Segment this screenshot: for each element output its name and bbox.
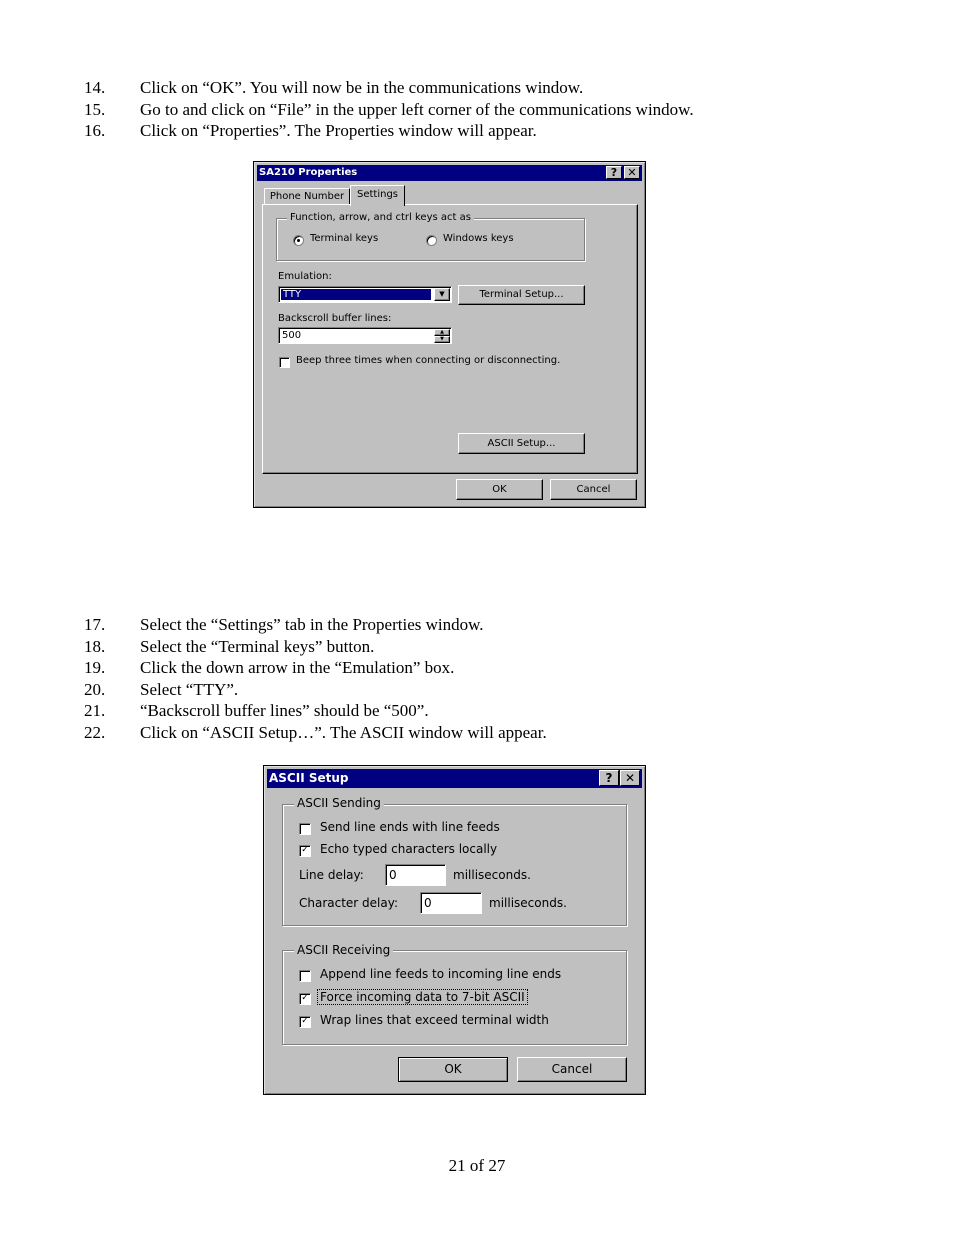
step-text: Click on “OK”. You will now be in the communications window. (140, 78, 584, 97)
tab-phone-number[interactable]: Phone Number (264, 188, 350, 204)
spin-down-icon[interactable]: ▼ (434, 336, 450, 343)
step-number: 15. (84, 100, 106, 119)
append-line-feeds-checkbox[interactable] (299, 970, 311, 982)
ascii-titlebar (267, 769, 642, 788)
page-number: 21 of 27 (448, 1156, 506, 1175)
line-delay-value: 0 (389, 868, 397, 882)
close-icon[interactable]: ✕ (620, 770, 640, 786)
terminal-setup-button[interactable]: Terminal Setup... (458, 285, 585, 305)
ascii-receiving-label: ASCII Receiving (294, 943, 393, 957)
send-line-ends-label: Send line ends with line feeds (320, 820, 500, 834)
step-text: Click the down arrow in the “Emulation” box. (140, 658, 455, 677)
beep-label: Beep three times when connecting or disconnecting. (296, 355, 561, 366)
step-text: Go to and click on “File” in the upper left corner of the communications window. (140, 100, 694, 119)
emulation-select[interactable] (278, 286, 452, 303)
step-number: 19. (84, 658, 106, 677)
help-icon[interactable]: ? (599, 770, 619, 786)
line-delay-input[interactable] (385, 864, 446, 886)
ok-button[interactable]: OK (398, 1057, 508, 1082)
line-delay-unit: milliseconds. (453, 868, 531, 882)
backscroll-label: Backscroll buffer lines: (278, 313, 392, 324)
char-delay-unit: milliseconds. (489, 896, 567, 910)
emulation-value: TTY (281, 289, 431, 300)
echo-typed-checkbox[interactable] (299, 845, 311, 857)
close-icon[interactable]: ✕ (624, 166, 640, 179)
keys-group-label: Function, arrow, and ctrl keys act as (287, 212, 474, 223)
ascii-title: ASCII Setup (269, 771, 349, 785)
backscroll-input[interactable] (278, 327, 452, 344)
send-line-ends-checkbox[interactable] (299, 823, 311, 835)
step-number: 22. (84, 723, 106, 742)
step-text: Select “TTY”. (140, 680, 239, 699)
step-text: Click on “ASCII Setup…”. The ASCII window will appear. (140, 723, 547, 742)
char-delay-label: Character delay: (299, 896, 399, 910)
check-icon: ✓ (301, 1016, 309, 1026)
step-text: “Backscroll buffer lines” should be “500”. (140, 701, 429, 720)
emulation-label: Emulation: (278, 271, 332, 282)
step-number: 14. (84, 78, 106, 97)
check-icon: ✓ (301, 845, 309, 855)
terminal-keys-label: Terminal keys (310, 233, 379, 244)
step-number: 16. (84, 121, 106, 140)
ok-button[interactable]: OK (456, 479, 543, 500)
force-7bit-checkbox[interactable] (299, 993, 311, 1005)
char-delay-value: 0 (424, 896, 432, 910)
append-line-feeds-label: Append line feeds to incoming line ends (320, 967, 562, 981)
windows-keys-radio[interactable] (426, 235, 437, 246)
cancel-button[interactable]: Cancel (550, 479, 637, 500)
ascii-sending-label: ASCII Sending (294, 796, 384, 810)
step-number: 21. (84, 701, 106, 720)
line-delay-label: Line delay: (299, 868, 364, 882)
spin-up-icon[interactable]: ▲ (434, 329, 450, 336)
wrap-lines-checkbox[interactable] (299, 1016, 311, 1028)
cancel-button[interactable]: Cancel (517, 1057, 627, 1082)
properties-title: SA210 Properties (259, 167, 358, 178)
beep-checkbox[interactable] (279, 357, 290, 368)
step-number: 20. (84, 680, 106, 699)
step-text: Select the “Settings” tab in the Properties window. (140, 615, 484, 634)
properties-dialog (253, 161, 646, 508)
help-icon[interactable]: ? (606, 166, 622, 179)
properties-titlebar (257, 165, 642, 181)
char-delay-input[interactable] (420, 892, 482, 914)
windows-keys-label: Windows keys (443, 233, 514, 244)
wrap-lines-label: Wrap lines that exceed terminal width (320, 1013, 549, 1027)
step-text: Click on “Properties”. The Properties window will appear. (140, 121, 537, 140)
step-number: 18. (84, 637, 106, 656)
check-icon: ✓ (301, 993, 309, 1003)
ascii-setup-button[interactable]: ASCII Setup... (458, 433, 585, 454)
tab-settings[interactable]: Settings (350, 185, 405, 206)
chevron-down-icon[interactable]: ▼ (434, 288, 450, 301)
backscroll-value: 500 (282, 330, 302, 341)
step-number: 17. (84, 615, 106, 634)
terminal-keys-radio[interactable] (293, 235, 304, 246)
echo-typed-label: Echo typed characters locally (320, 842, 498, 856)
force-7bit-label: Force incoming data to 7-bit ASCII (317, 989, 528, 1005)
step-text: Select the “Terminal keys” button. (140, 637, 375, 656)
ascii-setup-dialog (263, 765, 646, 1095)
